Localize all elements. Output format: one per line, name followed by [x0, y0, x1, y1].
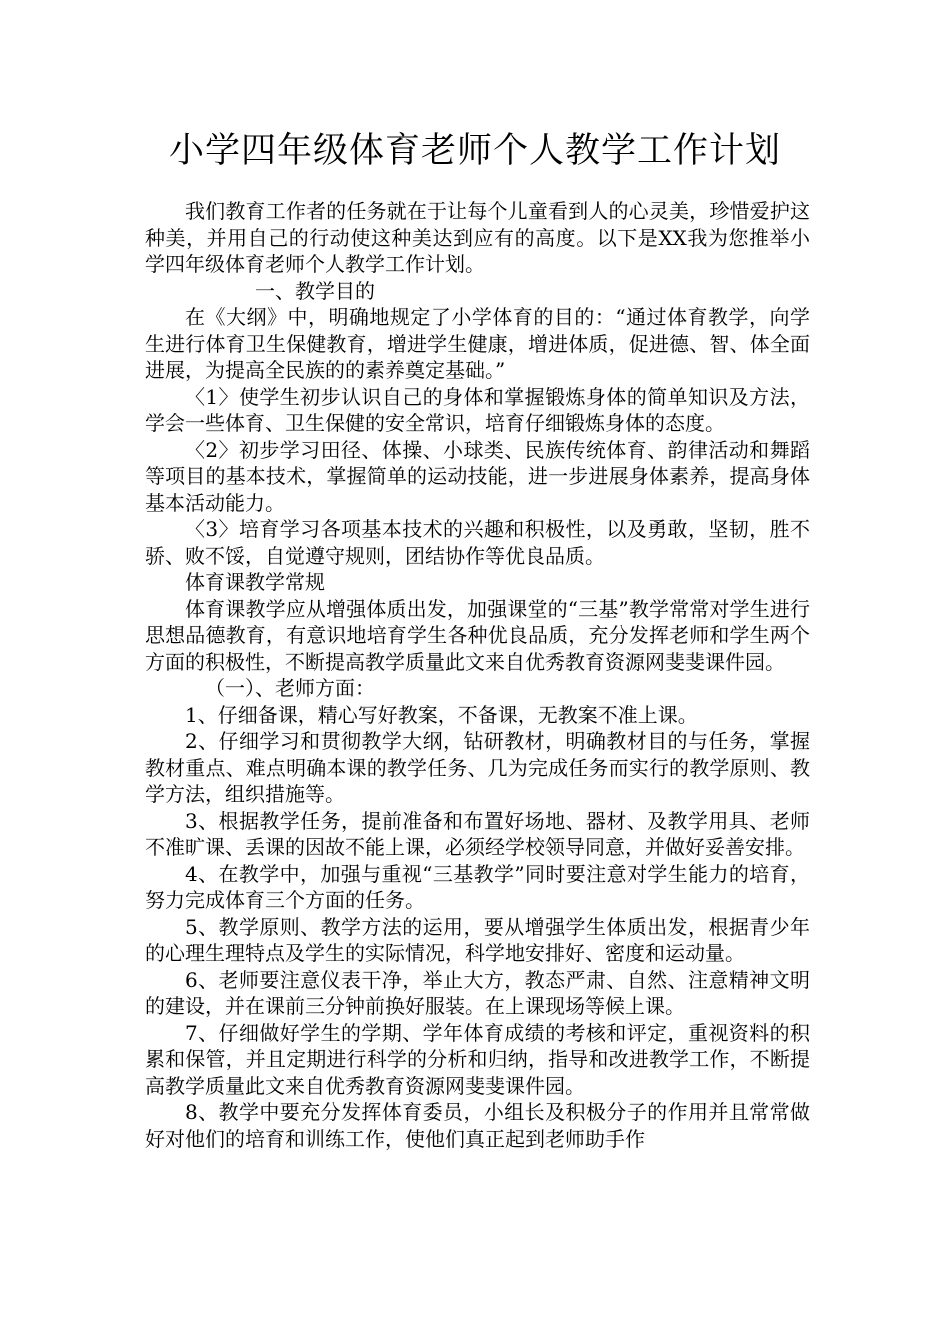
paragraph-goal-3: 〈3〉培育学习各项基本技术的兴趣和积极性，以及勇敢，坚韧，胜不骄、败不馁，自觉遵守规则，团结协作等优良品质。	[145, 517, 810, 568]
section-heading-teaching-goals: 一、教学目的	[255, 278, 375, 303]
paragraph-outline: 在《大纲》中，明确地规定了小学体育的目的：“通过体育教学，向学生进行体育卫生保健教育，增进学生健康，增进体质，促进德、智、体全面进展，为提高全民族的的素养奠定基础。”	[145, 305, 810, 382]
paragraph-intro: 我们教育工作者的任务就在于让每个儿童看到人的心灵美，珍惜爱护这种美，并用自己的行动使这种美达到应有的高度。以下是XX我为您推举小学四年级体育老师个人教学工作计划。	[145, 199, 810, 276]
paragraph-item-1: 1、仔细备课，精心写好教案，不备课，无教案不准上课。	[185, 702, 698, 727]
subheading-teacher: （一）、老师方面：	[205, 676, 375, 700]
paragraph-item-4: 4、在教学中，加强与重视“三基教学”同时要注意对学生能力的培育，努力完成体育三个方面的任务。	[145, 861, 810, 912]
section-heading-routine: 体育课教学常规	[185, 570, 325, 594]
paragraph-item-7: 7、仔细做好学生的学期、学年体育成绩的考核和评定，重视资料的积累和保管，并且定期进行科学的分析和归纳，指导和改进教学工作，不断提高教学质量此文来自优秀教育资源网斐斐课件园。	[145, 1020, 810, 1098]
paragraph-goal-1: 〈1〉使学生初步认识自己的身体和掌握锻炼身体的简单知识及方法，学会一些体育、卫生保健的安全常识，培育仔细锻炼身体的态度。	[145, 384, 810, 435]
paragraph-item-2: 2、仔细学习和贯彻教学大纲，钻研教材，明确教材目的与任务，掌握教材重点、难点明确本课的教学任务、几为完成任务而实行的教学原则、教学方法，组织措施等。	[145, 729, 810, 806]
paragraph-item-3: 3、根据教学任务，提前准备和布置好场地、器材、及教学用具、老师不准旷课、丢课的因故不能上课，必须经学校领导同意，并做好妥善安排。	[145, 808, 810, 859]
paragraph-item-5: 5、教学原则、教学方法的运用，要从增强学生体质出发，根据青少年的心理生理特点及学生的实际情况，科学地安排好、密度和运动量。	[145, 914, 810, 965]
paragraph-item-6: 6、老师要注意仪表干净，举止大方，教态严肃、自然、注意精神文明的建设，并在课前三分钟前换好服装。在上课现场等候上课。	[145, 967, 810, 1018]
paragraph-routine: 体育课教学应从增强体质出发，加强课堂的“三基”教学常常对学生进行思想品德教育，有意识地培育学生各种优良品质，充分发挥老师和学生两个方面的积极性，不断提高教学质量此文来自优秀教育资源网斐斐课件园。	[145, 596, 810, 674]
paragraph-goal-2: 〈2〉初步学习田径、体操、小球类、民族传统体育、韵律活动和舞蹈等项目的基本技术，掌握简单的运动技能，进一步进展身体素养，提高身体基本活动能力。	[145, 437, 810, 515]
paragraph-item-8: 8、教学中要充分发挥体育委员，小组长及积极分子的作用并且常常做好对他们的培育和训练工作，使他们真正起到老师助手作	[145, 1100, 810, 1151]
document-title: 小学四年级体育老师个人教学工作计划	[168, 131, 781, 171]
document-body	[145, 198, 810, 1152]
